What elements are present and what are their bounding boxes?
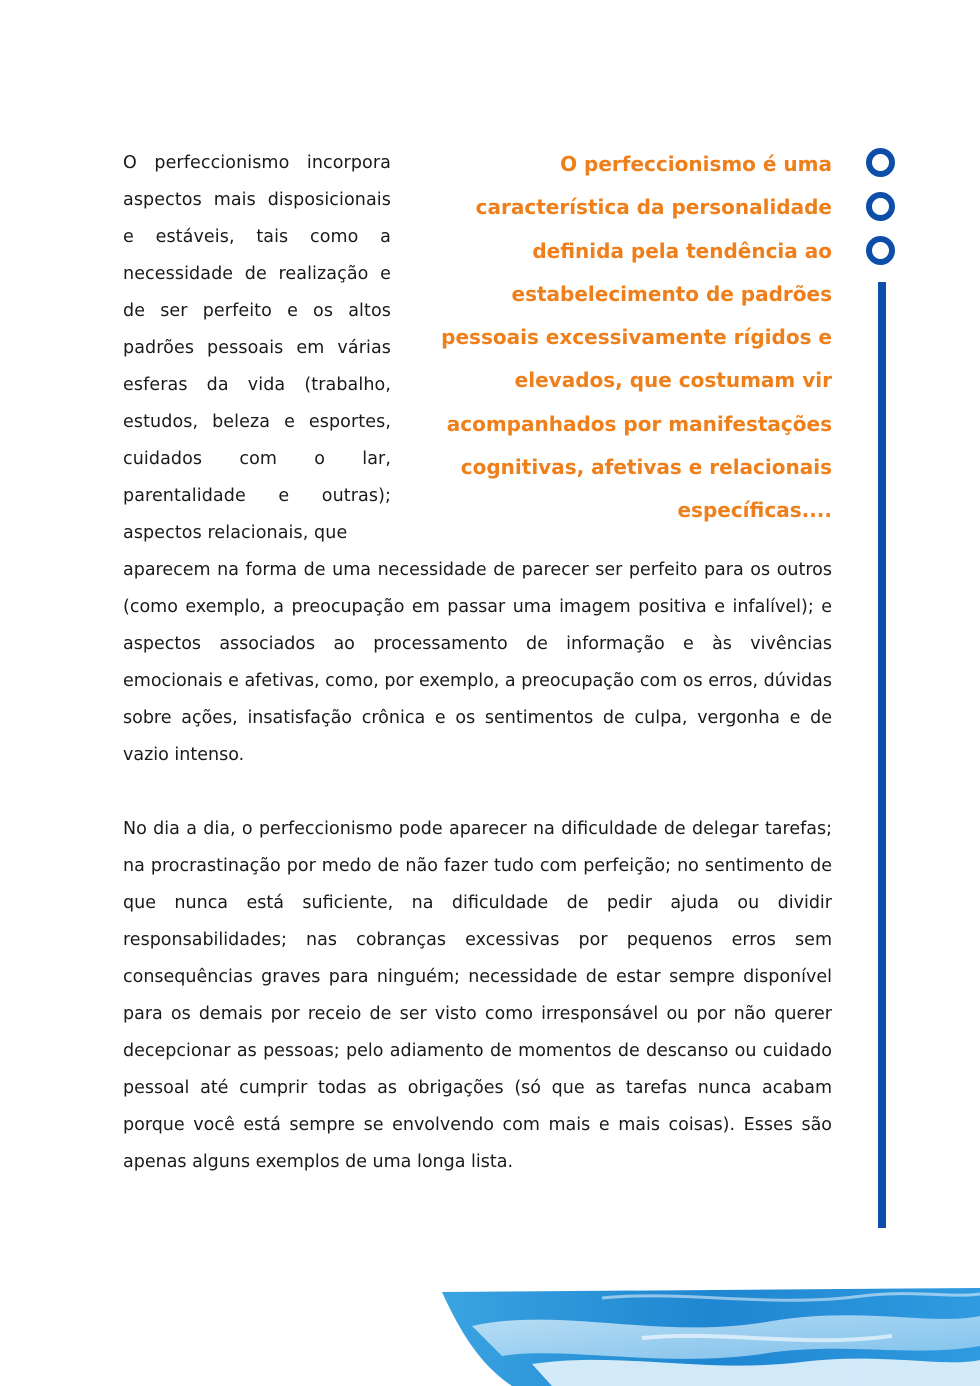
ring-icon [866,192,895,221]
pull-quote-line: específicas.... [677,498,832,523]
continuation-text: aparecem na forma de uma necessidade de parecer ser perfeito para os outros (como exemplo, a preocupação em passar uma imagem positiva e infalível); e aspectos associados ao processamento de informação e às vivências emocionais e afetivas, como, por exemplo, a preocupação com os erros, dúvidas sobre ações, insatisfação crônica e os sentimentos de culpa, vergonha e de vazio intenso. [123,560,832,765]
vertical-rule [878,282,886,1228]
pull-quote-line: O perfeccionismo é uma [560,152,832,176]
pull-quote-line: pessoais excessivamente rígidos e [441,325,832,350]
pull-quote [432,143,832,533]
pull-quote-line: característica da personalidade [475,195,832,220]
intro-column [123,145,391,552]
paragraph-continuation [123,552,832,774]
pull-quote-line: cognitivas, afetivas e relacionais [460,455,832,480]
intro-text: O perfeccionismo incorpora aspectos mais disposicionais e estáveis, tais como a necessidade de realização e de ser perfeito e os altos padrões pessoais em várias esferas da vida (trabalho, estudos, beleza e esportes, cuidados com o lar, parentalidade e outras); aspectos relacionais, que [123,153,391,543]
pull-quote-line: definida pela tendência ao [532,238,832,263]
ring-icon [866,148,895,177]
ring-decoration [866,148,898,280]
pull-quote-line: estabelecimento de padrões [511,281,832,306]
watercolor-wave-decoration [442,1286,980,1386]
pull-quote-line: acompanhados por manifestações [446,411,832,436]
pull-quote-line: elevados, que costumam vir [514,368,832,393]
paragraph-2-text: No dia a dia, o perfeccionismo pode aparecer na dificuldade de delegar tarefas; na procrastinação por medo de não fazer tudo com perfeição; no sentimento de que nunca está suficiente, na dificuldade de pedir ajuda ou dividir responsabilidades; nas cobranças excessivas por pequenos erros sem consequências graves para ninguém; necessidade de estar sempre disponível para os demais por receio de ser visto como irresponsável ou por não querer decepcionar as pessoas; pelo adiamento de momentos de descanso ou cuidado pessoal até cumprir todas as obrigações (só que as tarefas nunca acabam porque você está sempre se envolvendo com mais e mais coisas). Esses são apenas alguns exemplos de uma longa lista. [123,819,832,1172]
paragraph-2 [123,811,832,1181]
ring-icon [866,236,895,265]
